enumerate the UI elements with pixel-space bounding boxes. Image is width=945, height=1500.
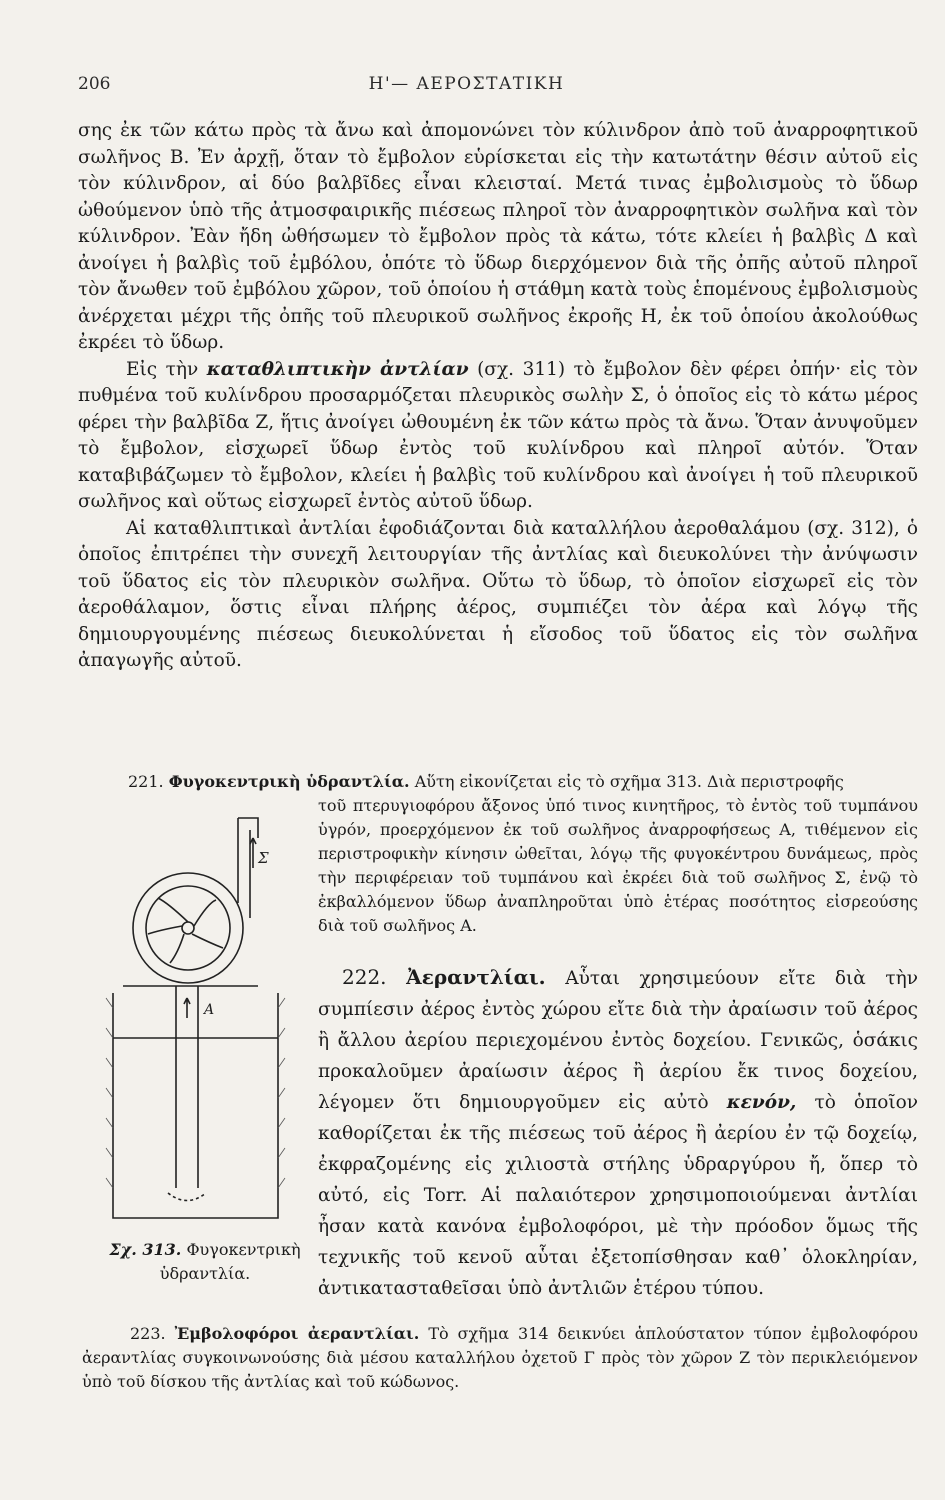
section-223-number: 223. bbox=[130, 1324, 166, 1343]
section-223 bbox=[82, 1322, 918, 1394]
section-222-title: Ἀεραντλίαι. bbox=[406, 965, 546, 989]
section-222 bbox=[318, 962, 918, 1304]
section-221-text-first: Αὕτη εἰκονίζεται εἰς τὸ σχῆμα 313. Διὰ περιστροφῆς bbox=[414, 772, 844, 791]
section-221-title: Φυγοκεντρικὴ ὑδραντλία. bbox=[168, 772, 410, 791]
section-222-text-start: Αὗται χρησιμεύουν εἴτε διὰ τὴν συμπίεσιν ἀέρος ἐντὸς χώρου εἴτε διὰ τὴν ἀραίωσιν τοῦ ἀέρος ἢ ἄλλου ἀερίου περιεχομένου ἐντὸς δοχείου. Γενικῶς, ὁσάκις προκαλοῦμεν ἀραίωσιν ἀέρος ἢ ἀερίου ἔκ τινος δοχείου, λέγομεν ὅτι δημιουργοῦμεν εἰς αὐτὸ bbox=[318, 968, 918, 1113]
caption-figure-number: Σχ. 313. bbox=[109, 1240, 182, 1259]
main-body-text bbox=[78, 118, 918, 675]
figure-313-centrifugal-pump bbox=[98, 808, 308, 1228]
label-alpha: A bbox=[204, 1002, 215, 1018]
section-221-heading-line bbox=[128, 770, 918, 794]
term-force-pump: καταθλιπτικὴν ἀντλίαν bbox=[206, 358, 469, 380]
paragraph-air-chamber: Αἱ καταθλιπτικαὶ ἀντλίαι ἐφοδιάζονται διὰ καταλλήλου ἀεροθαλάμου (σχ. 312), ὁ ὁποῖος ἐπιτρέπει τὴν συνεχῆ λειτουργίαν τῆς ἀντλίας καὶ διευκολύνει τὴν ἀνύψωσιν τοῦ ὕδατος εἰς τὸν πλευρικὸν σωλῆνα. Οὕτω τὸ ὕδωρ, τὸ ὁποῖον εἰσχωρεῖ εἰς τὸν ἀεροθάλαμον, ὅστις εἶναι πλήρης ἀέρος, συμπιέζει τὸν ἀέρα καὶ λόγῳ τῆς δημιουργουμένης πιέσεως διευκολύνεται ἡ εἴσοδος τοῦ ὕδατος εἰς τὸν σωλῆνα ἀπαγωγῆς αὐτοῦ. bbox=[78, 517, 918, 671]
paragraph-continuation: σης ἐκ τῶν κάτω πρὸς τὰ ἄνω καὶ ἀπομονώνει τὸν κύλινδρον ἀπὸ τοῦ ἀναρροφητικοῦ σωλῆνος Β. Ἐν ἀρχῇ, ὅταν τὸ ἔμβολον εὑρίσκεται εἰς τὴν κατωτάτην θέσιν αὐτοῦ εἰς τὸν κύλινδρον, αἱ δύο βαλβῖδες εἶναι κλεισταί. Μετά τινας ἐμβολισμοὺς τὸ ὕδωρ ὠθούμενον ὑπὸ τῆς ἀτμοσφαιρικῆς πιέσεως πληροῖ τὸν ἀναρροφητικὸν σωλῆνα καὶ τὸν κύλινδρον. Ἐὰν ἤδη ὠθήσωμεν τὸ ἔμβολον πρὸς τὰ κάτω, τότε κλείει ἡ βαλβὶς Δ καὶ ἀνοίγει ἡ βαλβὶς τοῦ ἐμβόλου, ὁπότε τὸ ὕδωρ διερχόμενον διὰ τῆς ὀπῆς αὐτοῦ πληροῖ τὸν ἄνωθεν τοῦ ἐμβόλου χῶρον, τοῦ ὁποίου ἡ στάθμη κατὰ τοὺς ἑπομένους ἐμβολισμοὺς ἀνέρχεται μέχρι τῆς ὀπῆς τοῦ πλευρικοῦ σωλῆνος ἐκροῆς Η, ἐκ τοῦ ὁποίου ἀκολούθως ἐκρέει τὸ ὕδωρ. bbox=[78, 120, 918, 353]
paragraph-force-pump bbox=[78, 357, 918, 516]
paragraph-body: (σχ. 311) τὸ ἔμβολον δὲν φέρει ὀπήν· εἰς τὸν πυθμένα τοῦ κυλίνδρου προσαρμόζεται πλευρικὸς σωλὴν Σ, ὁ ὁποῖος εἰς τὸ κάτω μέρος φέρει τὴν βαλβῖδα Ζ, ἥτις ἀνοίγει ὠθουμένη ἐκ τῶν κάτω πρὸς τὰ ἄνω. Ὅταν ἀνυψοῦμεν τὸ ἔμβολον, εἰσχωρεῖ ὕδωρ ἐντὸς τοῦ κυλίνδρου καὶ πληροῖ αὐτόν. Ὅταν καταβιβάζωμεν τὸ ἔμβολον, κλείει ἡ βαλβὶς τοῦ κυλίνδρου καὶ ἀνοίγει ἡ τοῦ πλευρικοῦ σωλῆνος καὶ οὕτως εἰσχωρεῖ ἐντὸς αὐτοῦ ὕδωρ. bbox=[78, 358, 918, 512]
paragraph-lead: Εἰς τὴν bbox=[126, 358, 199, 380]
figure-caption bbox=[100, 1238, 310, 1286]
section-222-number: 222. bbox=[342, 965, 387, 989]
section-223-text: Τὸ σχῆμα 314 δεικνύει ἁπλούστατον τύπον ἐμβολοφόρου ἀεραντλίας συγκοινωνούσης διὰ μέσου καταλλήλου ὀχετοῦ Γ πρὸς τὸν χῶρον Ζ τὸν περικλειόμενον ὑπὸ τοῦ δίσκου τῆς ἀντλίας καὶ τοῦ κώδωνος. bbox=[82, 1324, 919, 1391]
section-221-text: τοῦ πτερυγιοφόρου ἄξονος ὑπό τινος κινητῆρος, τὸ ἐντὸς τοῦ τυμπάνου ὑγρόν, προερχόμενον ἐκ τοῦ σωλῆνος ἀναρροφήσεως Α, τιθέμενον εἰς περιστροφικὴν κίνησιν ὠθεῖται, λόγῳ τῆς φυγοκέντρου δυνάμεως, πρὸς τὴν περιφέρειαν τοῦ τυμπάνου καὶ ἐκρέει διὰ τοῦ σωλῆνος Σ, ἐνῷ τὸ ἐκβαλλόμενον ὕδωρ ἀναπληροῦται ὑπὸ ἑτέρας ποσότητος εἰσρεούσης διὰ τοῦ σωλῆνος Α. bbox=[318, 796, 918, 935]
label-sigma: Σ bbox=[258, 849, 269, 867]
page-number: 206 bbox=[78, 74, 111, 94]
section-221-number: 221. bbox=[128, 772, 164, 791]
page-header bbox=[78, 74, 855, 98]
caption-text: Φυγοκεντρικὴ ὑδραντλία. bbox=[159, 1240, 301, 1283]
section-221-body bbox=[318, 794, 918, 938]
pump-diagram bbox=[98, 808, 308, 1228]
section-222-text-rest: τὸ ὁποῖον καθορίζεται ἐκ τῆς πιέσεως τοῦ ἀέρος ἢ ἀερίου ἐν τῷ δοχείῳ, ἐκφραζομένης εἰς χιλιοστὰ στήλης ὑδραργύρου ἤ, ὅπερ τὸ αὐτό, εἰς Torr. Αἱ παλαιότερον χρησιμοποιούμεναι ἀντλίαι ἦσαν κατὰ κανόνα ἐμβολοφόροι, μὲ τὴν πρόοδον ὅμως τῆς τεχνικῆς τοῦ κενοῦ αὗται ἐξετοπίσθησαν καθ᾽ ὁλοκληρίαν, ἀντικατασταθεῖσαι ὑπὸ ἀντλιῶν ἑτέρου τύπου. bbox=[318, 1092, 918, 1299]
section-223-title: Ἐμβολοφόροι ἀεραντλίαι. bbox=[174, 1324, 420, 1343]
term-vacuum: κενόν, bbox=[726, 1092, 797, 1113]
running-head: Η'— ΑΕΡΟΣΤΑΤΙΚΗ bbox=[368, 74, 565, 94]
